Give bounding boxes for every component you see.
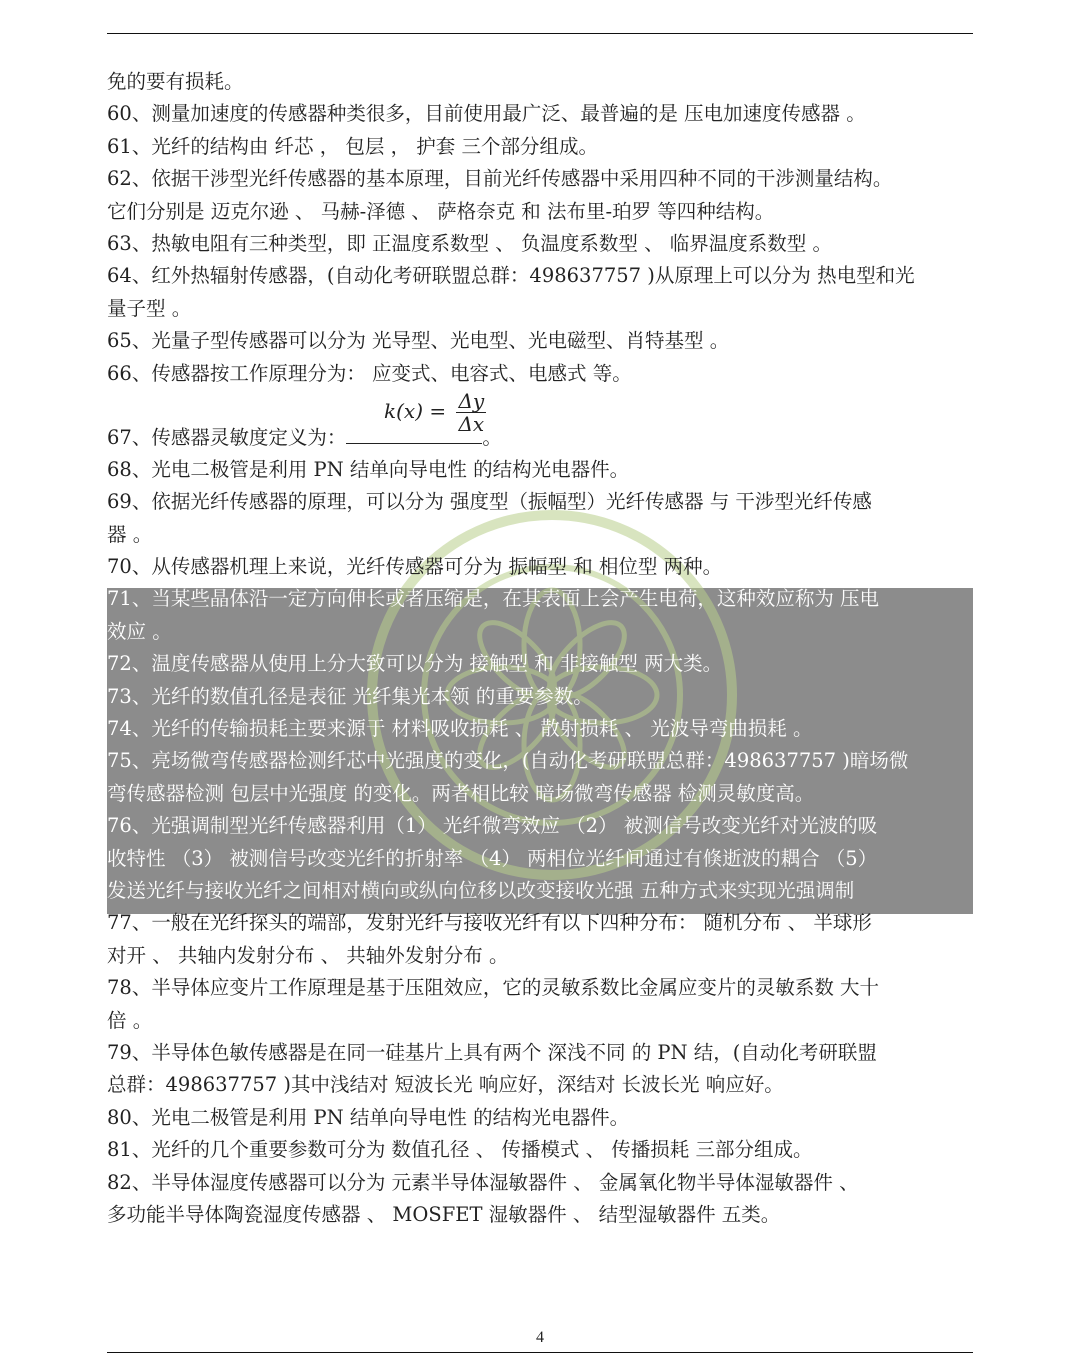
text-line: 79、半导体色敏传感器是在同一硅基片上具有两个 深浅不同 的 PN 结，(自动化考研联盟 [107, 1040, 877, 1064]
text-line: 62、依据干涉型光纤传感器的基本原理，目前光纤传感器中采用四种不同的干涉测量结构。 [107, 167, 893, 191]
text-line: 68、光电二极管是利用 PN 结单向导电性 的结构光电器件。 [107, 457, 630, 481]
text-line: 它们分别是 迈克尔逊 、 马赫-泽德 、 萨格奈克 和 法布里-珀罗 等四种结构。 [107, 199, 775, 223]
text-line: 器 。 [107, 522, 153, 546]
text-line: 71、当某些晶体沿一定方向伸长或者压缩是，在其表面上会产生电荷，这种效应称为 压电 [107, 587, 880, 611]
text-line: 69、依据光纤传感器的原理，可以分为 强度型（振幅型）光纤传感器 与 干涉型光纤传感 [107, 490, 872, 514]
text-line: 75、亮场微弯传感器检测纤芯中光强度的变化，(自动化考研联盟总群：498637757 )暗场微 [107, 749, 909, 773]
text-line: 弯传感器检测 包层中光强度 的变化。两者相比较 暗场微弯传感器 检测灵敏度高。 [107, 781, 815, 805]
q67-prefix: 67、传感器灵敏度定义为： [107, 425, 347, 449]
text-line: 76、光强调制型光纤传感器利用（1） 光纤微弯效应 （2） 被测信号改变光纤对光波的吸 [107, 814, 878, 838]
text-line: 65、光量子型传感器可以分为 光导型、光电型、光电磁型、肖特基型 。 [107, 329, 730, 353]
text-line: 总群：498637757 )其中浅结对 短波长光 响应好，深结对 长波长光 响应好。 [107, 1073, 784, 1097]
text-line: 70、从传感器机理上来说，光纤传感器可分为 振幅型 和 相位型 两种。 [107, 555, 723, 579]
text-line: 64、红外热辐射传感器，(自动化考研联盟总群：498637757 )从原理上可以分为 热电型和光 [107, 264, 915, 288]
text-line: 82、半导体湿度传感器可以分为 元素半导体湿敏器件 、 金属氧化物半导体湿敏器件 、 [107, 1170, 859, 1194]
text-line: 60、测量加速度的传感器种类很多，目前使用最广泛、最普遍的是 压电加速度传感器 。 [107, 102, 866, 126]
q67-suffix: 。 [482, 425, 502, 449]
text-line: 73、光纤的数值孔径是表征 光纤集光本领 的重要参数。 [107, 684, 593, 708]
text-line: 72、温度传感器从使用上分大致可以分为 接触型 和 非接触型 两大类。 [107, 652, 723, 676]
text-line: 量子型 。 [107, 296, 192, 320]
text-line: 多功能半导体陶瓷湿度传感器 、 MOSFET 湿敏器件 、 结型湿敏器件 五类。 [107, 1202, 781, 1226]
text-line: 效应 。 [107, 619, 172, 643]
text-line: 倍 。 [107, 1008, 153, 1032]
formula-numerator: Δy [458, 389, 485, 413]
formula-lhs: k(x) = [384, 398, 447, 423]
text-line: 发送光纤与接收光纤之间相对横向或纵向位移以改变接收光强 五种方式来实现光强调制 [107, 878, 855, 902]
formula-denominator: Δx [458, 411, 485, 436]
text-line: 63、热敏电阻有三种类型，即 正温度系数型 、 负温度系数型 、 临界温度系数型 。 [107, 231, 833, 255]
page-number: 4 [536, 1329, 544, 1346]
text-line: 81、光纤的几个重要参数可分为 数值孔径 、 传播模式 、 传播损耗 三部分组成。 [107, 1138, 813, 1162]
text-line: 61、光纤的结构由 纤芯 ， 包层 ， 护套 三个部分组成。 [107, 134, 599, 158]
text-line: 74、光纤的传输损耗主要来源于 材料吸收损耗 、 散射损耗 、 光波导弯曲损耗 。 [107, 717, 813, 741]
text-line: 免的要有损耗。 [107, 70, 244, 93]
question-67 [107, 390, 973, 454]
text-line: 收特性 （3） 被测信号改变光纤的折射率 （4） 两相位光纤间通过有倏逝波的耦合 （5） [107, 846, 878, 870]
answer-blank [346, 425, 482, 444]
text-line: 66、传感器按工作原理分为： 应变式、电容式、电感式 等。 [107, 361, 632, 385]
text-line: 对开 、 共轴内发射分布 、 共轴外发射分布 。 [107, 943, 509, 967]
document-body [107, 66, 973, 1231]
header-rule [107, 33, 973, 34]
text-line: 77、一般在光纤探头的端部，发射光纤与接收光纤有以下四种分布： 随机分布 、 半球形 [107, 911, 872, 935]
footer-rule [107, 1352, 973, 1353]
text-line: 80、光电二极管是利用 PN 结单向导电性 的结构光电器件。 [107, 1105, 630, 1129]
highlighted-section [107, 583, 973, 907]
text-line: 78、半导体应变片工作原理是基于压阻效应，它的灵敏系数比金属应变片的灵敏系数 大十 [107, 976, 880, 1000]
